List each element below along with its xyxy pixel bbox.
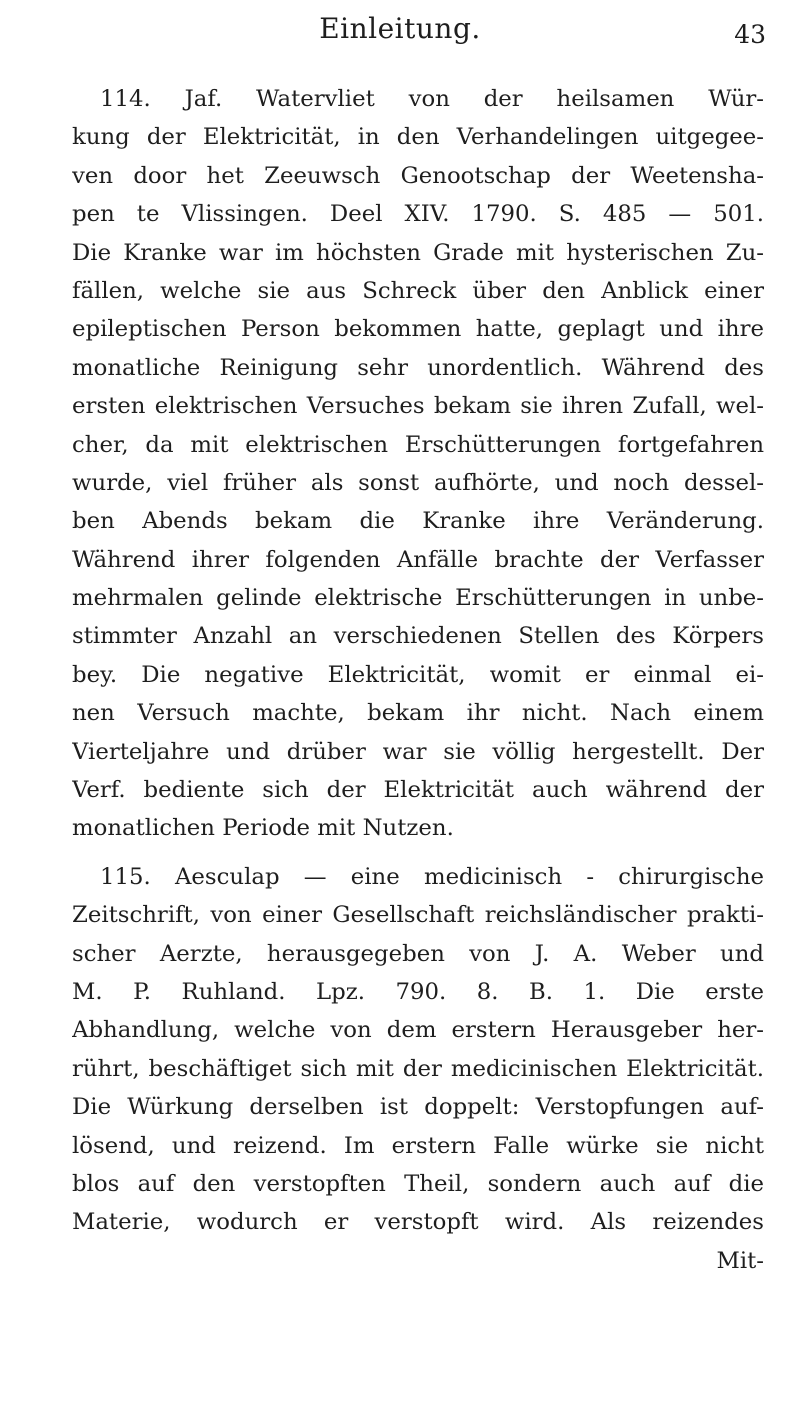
text-line: wurde, viel früher als sonst aufhörte, und noch dessel- xyxy=(72,469,764,496)
text-line: Die Kranke war im höchsten Grade mit hysterischen Zu- xyxy=(72,239,764,266)
text-line: Verf. bediente sich der Elektricität auch während der xyxy=(72,777,764,804)
text-line: Zeitschrift, von einer Gesellschaft reichsländischer prakti- xyxy=(72,902,764,929)
text-line: Materie, wodurch er verstopft wird. Als reizendes xyxy=(72,1209,764,1236)
text-line: monatliche Reinigung sehr unordentlich. Während des xyxy=(72,354,764,381)
text-line: lösend, und reizend. Im erstern Falle würke sie nicht xyxy=(72,1132,764,1159)
text-line: ersten elektrischen Versuches bekam sie ihren Zufall, wel- xyxy=(72,393,764,420)
text-line: scher Aerzte, herausgegeben von J. A. Weber und xyxy=(72,940,764,967)
text-line: stimmter Anzahl an verschiedenen Stellen des Körpers xyxy=(72,623,764,650)
text-line: cher, da mit elektrischen Erschütterungen fortgefahren xyxy=(72,431,764,458)
text-line: pen te Vlissingen. Deel XIV. 1790. S. 485 — 501. xyxy=(72,201,764,228)
page-header xyxy=(0,6,800,56)
text-line: 114. Jaf. Watervliet von der heilsamen Wür- xyxy=(100,86,764,112)
text-line: kung der Elektricität, in den Verhandelingen uitgegee- xyxy=(72,124,764,151)
text-line: Während ihrer folgenden Anfälle brachte der Verfasser xyxy=(72,546,764,573)
running-head: Einleitung. xyxy=(319,12,481,45)
entry-114 xyxy=(72,80,764,848)
text-line: 115. Aesculap — eine medicinisch - chirurgische xyxy=(100,863,764,890)
page-body xyxy=(72,80,764,1280)
text-line: Die Würkung derselben ist doppelt: Verstopfungen auf- xyxy=(72,1094,764,1121)
text-line: ven door het Zeeuwsch Genootschap der Weetensha- xyxy=(72,162,764,189)
page-number: 43 xyxy=(734,20,766,49)
text-line: monatlichen Periode mit Nutzen. xyxy=(72,815,454,842)
text-line: M. P. Ruhland. Lpz. 790. 8. B. 1. Die erste xyxy=(72,978,764,1005)
entry-115 xyxy=(72,858,764,1280)
text-line: rührt, beschäftiget sich mit der medicinischen Elektricität. xyxy=(72,1055,764,1082)
text-line: blos auf den verstopften Theil, sondern auch auf die xyxy=(72,1170,764,1197)
text-line: fällen, welche sie aus Schreck über den Anblick einer xyxy=(72,277,764,304)
text-line: nen Versuch machte, bekam ihr nicht. Nach einem xyxy=(72,700,764,727)
text-line: bey. Die negative Elektricität, womit er einmal ei- xyxy=(72,661,764,688)
text-line: ben Abends bekam die Kranke ihre Veränderung. xyxy=(72,508,764,535)
paragraph-gap xyxy=(72,848,764,858)
text-line: mehrmalen gelinde elektrische Erschütterungen in unbe- xyxy=(72,585,764,612)
text-line: Abhandlung, welche von dem erstern Herausgeber her- xyxy=(72,1017,764,1044)
text-line: epileptischen Person bekommen hatte, geplagt und ihre xyxy=(72,316,764,343)
text-line: Mit- xyxy=(716,1247,764,1274)
text-line: Vierteljahre und drüber war sie völlig hergestellt. Der xyxy=(72,738,764,765)
